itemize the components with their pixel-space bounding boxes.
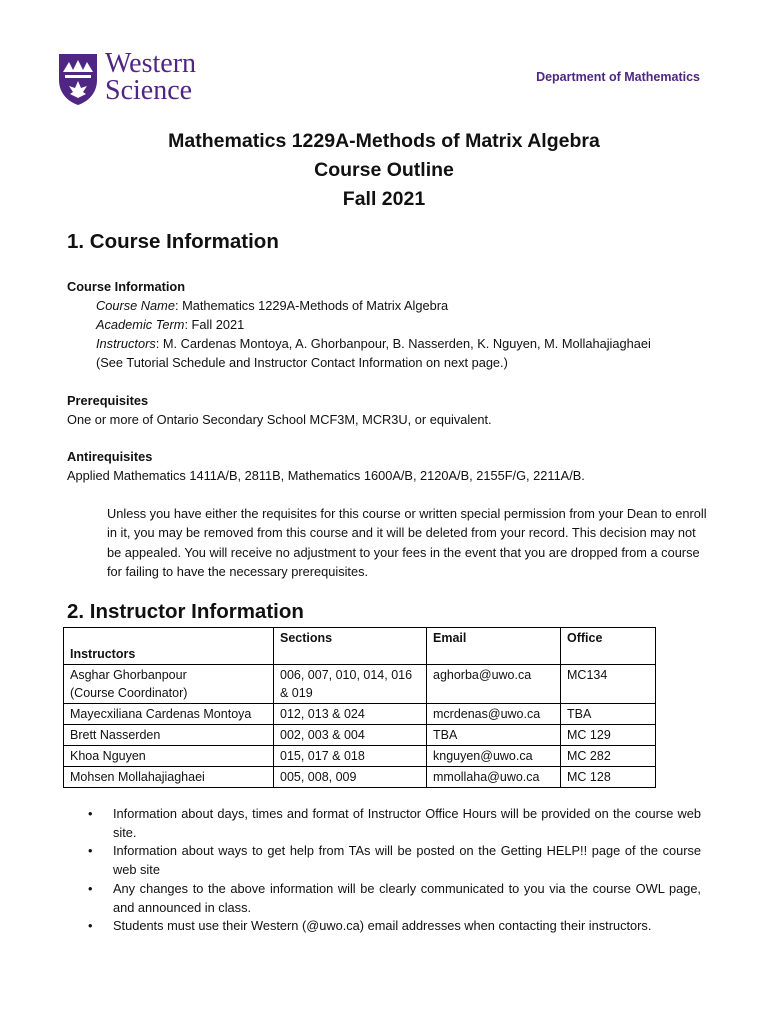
title-outline: Course Outline bbox=[314, 159, 454, 181]
see-next-page-note: (See Tutorial Schedule and Instructor Contact Information on next page.) bbox=[96, 355, 508, 370]
list-item: • Any changes to the above information will be clearly communicated to you via the course OWL page, and announced in class. bbox=[88, 880, 701, 917]
office-cell: MC 129 bbox=[561, 725, 656, 746]
instructor-name-cell: Mohsen Mollahajiaghaei bbox=[64, 767, 274, 788]
antirequisites-label: Antirequisites bbox=[67, 449, 153, 464]
email-cell: mmollaha@uwo.ca bbox=[427, 767, 561, 788]
header-email: Email bbox=[427, 628, 561, 665]
header-sections: Sections bbox=[274, 628, 427, 665]
list-item: • Information about ways to get help from TAs will be posted on the Getting HELP!! page of the course web site bbox=[88, 842, 701, 879]
title-term: Fall 2021 bbox=[342, 188, 426, 210]
instructor-name-cell: Mayecxiliana Cardenas Montoya bbox=[64, 704, 274, 725]
sections-cell: 012, 013 & 024 bbox=[274, 704, 427, 725]
course-name-value: : Mathematics 1229A-Methods of Matrix Algebra bbox=[174, 298, 449, 313]
academic-term-value: : Fall 2021 bbox=[184, 317, 245, 332]
prerequisites-value: One or more of Ontario Secondary School MCF3M, MCR3U, or equivalent. bbox=[67, 412, 492, 427]
instructors-label: Instructors bbox=[96, 336, 156, 351]
sections-cell: 005, 008, 009 bbox=[274, 767, 427, 788]
email-cell: TBA bbox=[427, 725, 561, 746]
table-header-row bbox=[64, 628, 656, 665]
table-row bbox=[64, 767, 656, 788]
academic-term-label: Academic Term bbox=[96, 317, 185, 332]
title-course: Mathematics 1229A-Methods of Matrix Algebra bbox=[168, 130, 600, 152]
email-cell: knguyen@uwo.ca bbox=[427, 746, 561, 767]
course-coordinator-note: (Course Coordinator) bbox=[70, 686, 188, 700]
course-name-label: Course Name bbox=[96, 298, 175, 313]
table-row bbox=[64, 746, 656, 767]
sections-cell: 002, 003 & 004 bbox=[274, 725, 427, 746]
antirequisites-value: Applied Mathematics 1411A/B, 2811B, Mathematics 1600A/B, 2120A/B, 2155F/G, 2211A/B. bbox=[67, 468, 585, 483]
western-crest-icon bbox=[57, 52, 99, 106]
office-cell: MC134 bbox=[561, 665, 656, 704]
course-information-block bbox=[67, 277, 651, 372]
instructor-name-cell: Khoa Nguyen bbox=[64, 746, 274, 767]
table-row bbox=[64, 725, 656, 746]
course-name-line bbox=[67, 296, 651, 315]
section-heading-course-information: 1. Course Information bbox=[67, 230, 279, 253]
document-title bbox=[0, 127, 768, 214]
office-cell: MC 128 bbox=[561, 767, 656, 788]
office-cell: MC 282 bbox=[561, 746, 656, 767]
instructor-table bbox=[63, 627, 656, 788]
prerequisites-label: Prerequisites bbox=[67, 393, 149, 408]
email-cell: aghorba@uwo.ca bbox=[427, 665, 561, 704]
instructors-value: : M. Cardenas Montoya, A. Ghorbanpour, B. Nasserden, K. Nguyen, M. Mollahajiaghaei bbox=[155, 336, 651, 351]
instructor-name-cell: Brett Nasserden bbox=[64, 725, 274, 746]
list-item: • Students must use their Western (@uwo.ca) email addresses when contacting their instructors. bbox=[88, 917, 701, 936]
header-office: Office bbox=[561, 628, 656, 665]
sections-cell: 006, 007, 010, 014, 016 & 019 bbox=[274, 665, 427, 704]
instructor-name-cell bbox=[64, 665, 274, 704]
academic-term-line bbox=[67, 315, 651, 334]
logo-text-science: Science bbox=[105, 75, 193, 106]
instructors-line bbox=[67, 334, 651, 353]
requisites-warning-paragraph: Unless you have either the requisites for this course or written special permission from your Dean to enroll in it, you may be removed from this course and it will be deleted from your record. This decision may not be appealed. You will receive no adjustment to your fees in the event that you are dropped from a course for failing to have the necessary prerequisites. bbox=[107, 506, 707, 579]
instructor-notes-list bbox=[88, 805, 701, 936]
table-row bbox=[64, 704, 656, 725]
email-cell: mcrdenas@uwo.ca bbox=[427, 704, 561, 725]
office-cell: TBA bbox=[561, 704, 656, 725]
prerequisites-block bbox=[67, 391, 492, 429]
course-information-label: Course Information bbox=[67, 279, 186, 294]
instructor-name: Asghar Ghorbanpour bbox=[70, 668, 187, 682]
antirequisites-block bbox=[67, 447, 585, 485]
western-science-logo bbox=[57, 48, 227, 108]
logo-text-western: Western bbox=[105, 48, 197, 79]
department-name: Department of Mathematics bbox=[536, 70, 700, 84]
section-heading-instructor-information: 2. Instructor Information bbox=[67, 600, 304, 623]
table-row bbox=[64, 665, 656, 704]
list-item: • Information about days, times and format of Instructor Office Hours will be provided on the course web site. bbox=[88, 805, 701, 842]
header-instructors: Instructors bbox=[64, 628, 274, 665]
sections-cell: 015, 017 & 018 bbox=[274, 746, 427, 767]
